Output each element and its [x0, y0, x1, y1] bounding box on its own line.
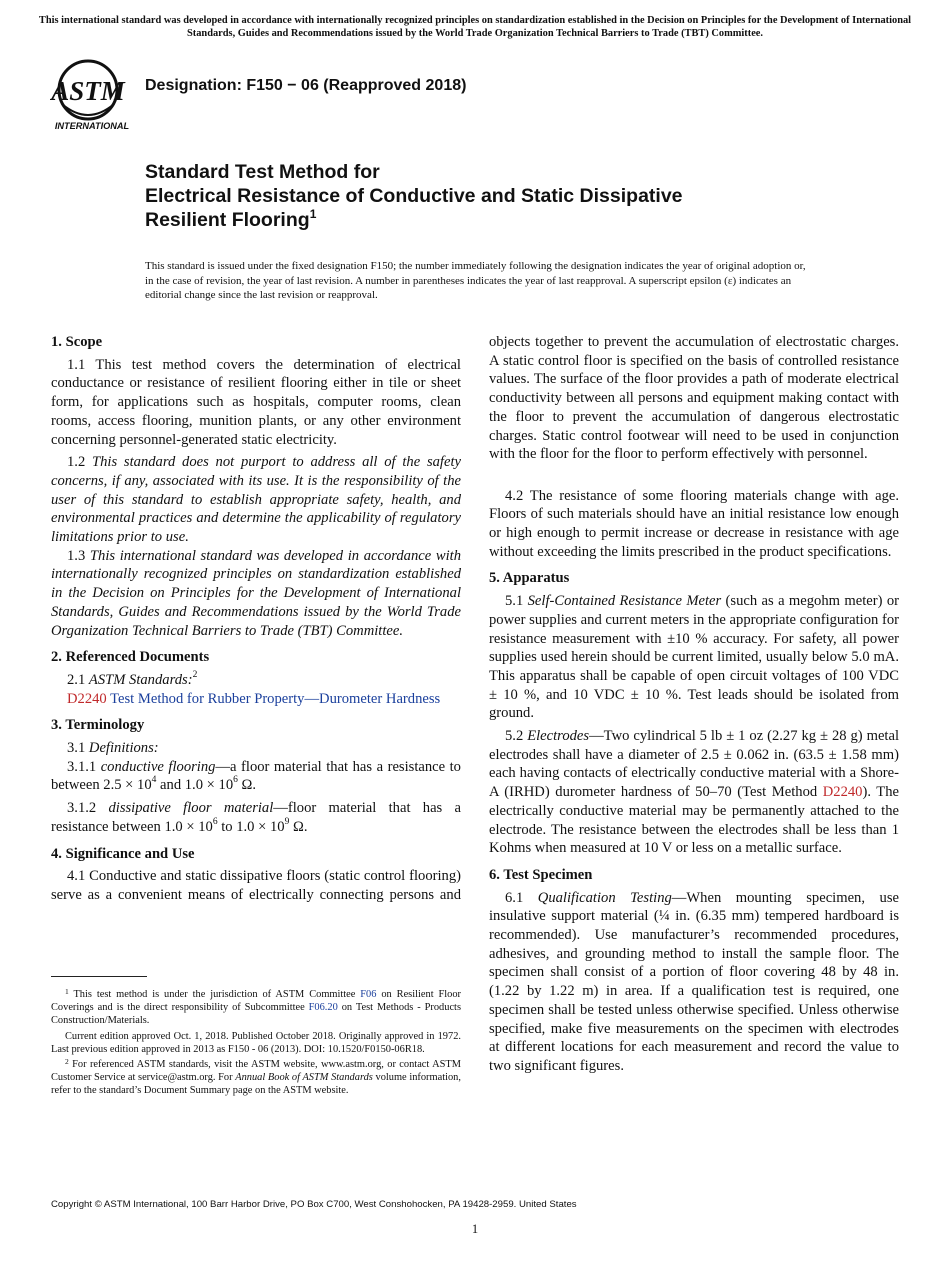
reference-title-link[interactable]: Test Method for Rubber Property—Durometer Hardness	[110, 690, 441, 707]
paragraph-1-2: 1.2 This standard does not purport to address all of the safety concerns, if any, associated with its use. It is the responsibility of the user of this standard to establish appropriate safety, health, and environmental practices and determine the applicability of regulatory limitations prior to use.	[51, 454, 461, 546]
section-heading-apparatus: 5. Apparatus	[489, 570, 570, 587]
paragraph-4-2: 4.2 The resistance of some flooring materials change with age. Floors of such materials should have an initial resistance low enough or high enough to permit increase or decrease in resistance with age without exceeding the limits prescribed in the product specifications.	[489, 487, 899, 560]
paragraph-3-1-2: 3.1.2 dissipative floor material—floor material that has a resistance between $1.0 \times 10^6$ to $1.0 \times 10^9$ Ω.	[51, 800, 461, 835]
paragraph-3-1-1: 3.1.1 conductive flooring—a floor material that has a resistance to between $2.5 \times 10^4$ and $1.0 \times 10^6$ Ω.	[51, 758, 461, 794]
top-notice: This international standard was developed in accordance with internationally recognized principles on standardization established in the Decision on Principles for the Development of International Standards, Guides and Recommendations issued by the World Trade Organization Technical Barriers to Trade (TBT) Committee.	[38, 15, 912, 39]
footnote-2: $^2$ For referenced ASTM standards, visit the ASTM website, www.astm.org, or contact ASTM Customer Service at service@astm.org. For Annual Book of ASTM Standards volume information, refer to the standard’s Document Summary page on the ASTM website.	[51, 1057, 461, 1097]
document-title	[145, 160, 865, 232]
right-column	[489, 333, 899, 1076]
paragraph-4-1-continuation: objects together to prevent the accumulation of electrostatic charges. A static control floor is specified on the basis of controlled resistance values. The surface of the floor provides a path of moderate electrical conductivity between all persons and equipment making contact with the floor to prevent the accumulation of dangerous electrostatic charges. Static control footwear will need to be used in conjunction with the floor for the floor to perform effectively with personnel.	[489, 334, 899, 463]
left-column	[51, 333, 461, 905]
footnote-rule	[51, 976, 147, 977]
paragraph-4-1: 4.1 Conductive and static dissipative floors (static control flooring) serve as a convenient means of electrically connecting persons and	[51, 868, 461, 903]
committee-link-f06[interactable]: F06	[360, 989, 377, 1000]
designation: Designation: F150 − 06 (Reapproved 2018)	[145, 77, 467, 94]
paragraph-4-1-continued	[489, 333, 899, 483]
title-line-3: Resilient Flooring$^1$	[145, 207, 317, 231]
svg-text:ASTM: ASTM	[51, 76, 125, 106]
title-line-1: Standard Test Method for	[145, 161, 380, 183]
reference-d2240[interactable]	[51, 690, 461, 709]
footnote-1: $^1$ This test method is under the jurisdiction of ASTM Committee F06 on Resilient Floor Coverings and is the direct responsibility of Subcommittee F06.20 on Test Methods - Products Construction/Materials.	[51, 987, 462, 1027]
reference-link-d2240[interactable]: D2240	[822, 784, 863, 801]
paragraph-1-1: 1.1 This test method covers the determination of electrical conductance or resistance of resilient flooring either in tile or sheet form, for applications such as hospitals, computer rooms, clean rooms, access flooring, munition plants, or any other environment concerning personnel-generated static electricity.	[51, 356, 461, 448]
astm-logo-icon	[50, 56, 136, 132]
paragraph-5-1: 5.1 Self-Contained Resistance Meter (such as a megohm meter) or power supplies and current meters in the appropriate configuration for resistance measurement with ±10 % accuracy. For safety, all power supplies used herein should be current limited, usually below 5.0 mA. This apparatus shall be capable of open circuit voltages of 100 VDC ± 10 %, and 10 VDC ± 10 %. Test leads should be isolated from ground.	[489, 593, 899, 722]
paragraph-5-2: 5.2 Electrodes—Two cylindrical 5 lb ± 1 oz (2.27 kg ± 28 g) metal electrodes shall have a diameter of 2.5 ± 0.062 in. (63.5 ± 1.58 mm) each having contacts of electrically conductive material with a Shore-A (IRHD) durometer hardness of 50–70 (Test Method D2240). The electrically conductive material may be permanently attached to the electrode. The resistance between the electrodes shall be less than 1 Kohms when measured at 10 V or less on a metallic surface.	[489, 728, 900, 857]
section-heading-test-specimen: 6. Test Specimen	[489, 866, 593, 883]
paragraph-3-1: 3.1 Definitions:	[67, 740, 159, 757]
copyright: Copyright © ASTM International, 100 Barr Harbor Drive, PO Box C700, West Conshohocken, PA 19428-2959. United States	[51, 1199, 577, 1210]
footnote-1-edition: Current edition approved Oct. 1, 2018. Published October 2018. Originally approved in 1972. Last previous edition approved in 2013 as F150 - 06 (2013). DOI: 10.1520/F0150-06R18.	[51, 1030, 461, 1055]
section-heading-significance: 4. Significance and Use	[51, 845, 195, 862]
paragraph-2-1: 2.1 ASTM Standards:$^2$	[67, 669, 198, 688]
issued-note: This standard is issued under the fixed designation F150; the number immediately following the designation indicates the year of original adoption or, in the case of revision, the year of last revision. A number in parentheses indicates the year of last reapproval. A superscript epsilon (ε) indicates an editorial change since the last revision or reapproval.	[145, 260, 806, 301]
section-heading-terminology: 3. Terminology	[51, 717, 145, 734]
subcommittee-link-f06-20[interactable]: F06.20	[308, 1002, 338, 1014]
svg-text:INTERNATIONAL: INTERNATIONAL	[54, 121, 130, 131]
title-line-2: Electrical Resistance of Conductive and Static Dissipative	[145, 185, 683, 207]
section-heading-scope: 1. Scope	[51, 334, 103, 350]
paragraph-1-3: 1.3 This international standard was developed in accordance with internationally recognized principles on standardization established in the Decision on Principles for the Development of International Standards, Guides and Recommendations issued by the World Trade Organization Technical Barriers to Trade (TBT) Committee.	[51, 547, 462, 639]
paragraph-6-1: 6.1 Qualification Testing—When mounting specimen, use insulative support material (¼ in. (6.35 mm) tempered hardboard is recommended). Use manufacturer’s recommended procedures, adhesives, and grounding method to install the sample floor. The specimen shall consist of a portion of floor covering 48 by 48 in. (1.22 by 1.22 m) in area. If a qualification test is required, one specimen shall be tested unless otherwise specified. Unless otherwise specified, make five measurements on the specimen with electrodes at different locations for each measurement and record the value to two significant figures.	[489, 889, 899, 1074]
section-heading-referenced-documents: 2. Referenced Documents	[51, 649, 210, 666]
page-number: 1	[471, 1222, 479, 1236]
footnotes	[51, 988, 461, 1100]
reference-code-link[interactable]: D2240	[67, 690, 107, 707]
